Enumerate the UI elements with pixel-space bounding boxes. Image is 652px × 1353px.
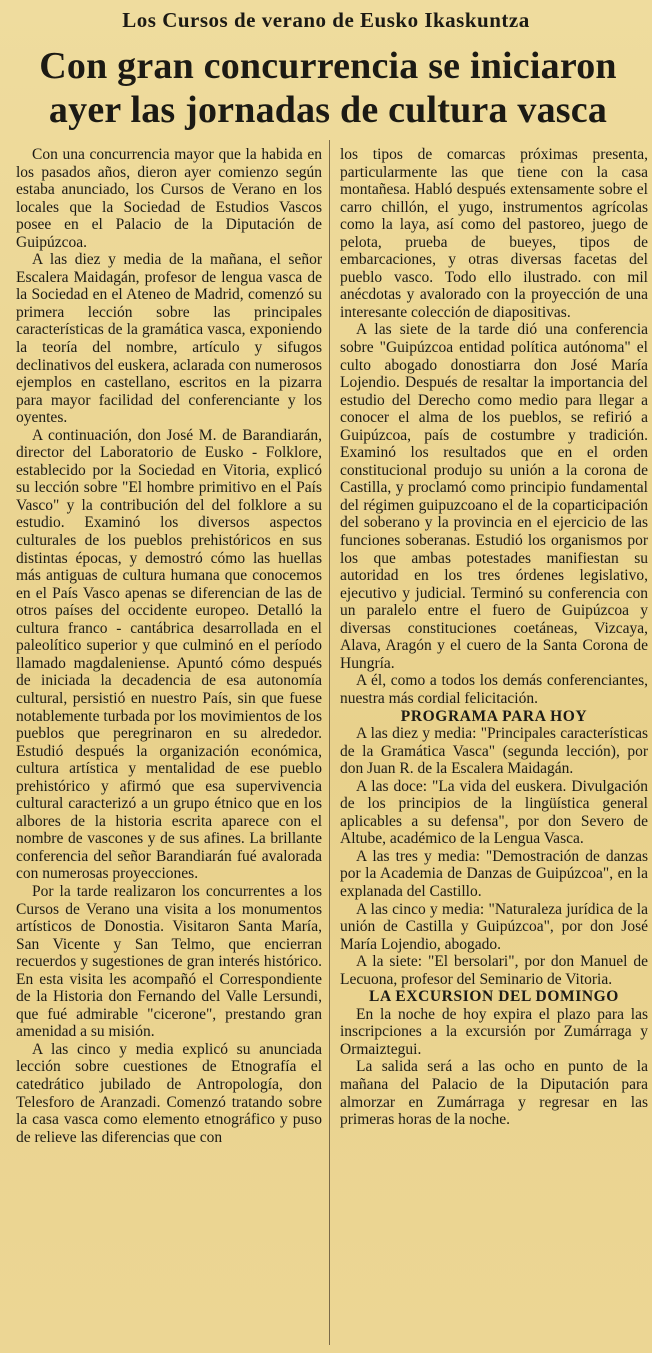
column-divider (329, 140, 330, 1345)
paragraph-continuation: los tipos de comarcas próximas presenta, particularmente las que tiene con la casa montañesa. Habló después extensamente sobre el carro chillón, el yugo, instrumentos agrícolas como la laya, así como del pastoreo, juego de pelota, prueba de bueyes, tipos de embarcaciones, y otras diversas facetas del pueblo vasco. Todo ello ilustrado. con mil anécdotas y avalorado con la proyección de una interesante colección de diapositivas. (340, 146, 648, 321)
programa-item: A las cinco y media: "Naturaleza jurídica de la unión de Castilla y Guipúzcoa", por don José María Lojendio, abogado. (340, 900, 648, 953)
paragraph: Por la tarde realizaron los concurrentes a los Cursos de Verano una visita a los monumentos artísticos de Donostia. Visitaron Santa María, San Vicente y San Telmo, que encierran recuerdos y sugestiones de gran interés histórico. En esta visita les acompañó el Correspondiente de la Historia don Fernando del Valle Lersundi, que fué admirable "cicerone", prestando gran amenidad a su misión. (16, 882, 322, 1041)
paragraph: Con una concurrencia mayor que la habida en los pasados años, dieron ayer comienzo según estaba anunciado, los Cursos de Verano en los locales que la Sociedad de Estudios Vascos posee en el Palacio de la Diputación de Guipúzcoa. (16, 146, 322, 251)
headline-line-2: ayer las jornadas de cultura vasca (48, 89, 608, 131)
section-kicker: Los Cursos de verano de Eusko Ikaskuntza (122, 8, 530, 32)
headline-line-1: Con gran concurrencia se iniciaron (39, 45, 617, 87)
programa-heading: PROGRAMA PARA HOY (400, 707, 588, 725)
programa-item: A las diez y media: "Principales características de la Gramática Vasca" (segunda lección), por don Juan R. de la Escalera Maidagán. (340, 725, 648, 778)
excursion-item: La salida será a las ocho en punto de la mañana del Palacio de la Diputación para almorzar en Zumárraga y regresar en las primeras horas de la noche. (340, 1058, 648, 1129)
excursion-item: En la noche de hoy expira el plazo para las inscripciones a la excursión por Zumárraga y Ormaiztegui. (340, 1005, 648, 1058)
paragraph: A las siete de la tarde dió una conferencia sobre "Guipúzcoa entidad política autónoma" el culto abogado donostiarra don José María Lojendio. Después de resaltar la importancia del estudio del Derecho como medio para llegar a conocer el alma de los pueblos, se refirió a Guipúzcoa, país de costumbre y tradición. Examinó los resultados que en el orden constitucional produjo su unión a la corona de Castilla, y proclamó como principio fundamental del régimen guipuzcoano el de la coparticipación del soberano y la provincia en el ejercicio de las funciones soberanas. Estudió los organismos por los que ambas potestades manifiestan su autoridad en los tres órdenes legislativo, ejecutivo y judicial. Terminó su conferencia con un paralelo entre el fuero de Guipúzcoa y diversas constituciones coetáneas, Vizcaya, Alava, Aragón y el cuero de la Santa Corona de Hungría. (340, 321, 648, 672)
paragraph: A continuación, don José M. de Barandiarán, director del Laboratorio de Eusko - Folklore, establecido por la Sociedad en Vitoria, explicó su lección sobre "El hombre primitivo en el País Vasco" y la contribución del del folklore a su estudio. Examinó los diversos aspectos culturales de los pueblos prehistóricos en sus distintas épocas, y demostró cómo las huellas más antiguas de cultura humana que conocemos en el País Vasco apenas se diferencian de las de otros países del occidente europeo. Detalló la cultura franco - cantábrica desarrollada en el paleolítico superior y que culminó en el período llamado magdaleniense. Apuntó cómo después de iniciada la decadencia de esa autonomía cultural, persistió en nuestro País, sin que fuese notablemente turbada por los movimientos de los pueblos que peregrinaron en su alrededor. Estudió después la organización económica, cultura artística y mentalidad de ese pueblo prehistórico y afirmó que esa supervivencia cultural caracterizó a un grupo étnico que en los albores de la historia escrita aparece con el nombre de vascones y de sus afines. La brillante conferencia del señor Barandiarán fué avalorada con numerosas proyecciones. (16, 426, 322, 883)
article-column-left (16, 146, 322, 1346)
programa-item: A las doce: "La vida del euskera. Divulgación de los principios de la lingüística general aplicables a su defensa", por don Severo de Altube, académico de la Lengua Vasca. (340, 777, 648, 848)
paragraph: A las cinco y media explicó su anunciada lección sobre cuestiones de Etnografía el catedrático jubilado de Antropología, don Telesforo de Aranzadi. Comenzó tratando sobre la casa vasca como elemento etnográfico y puso de relieve las diferencias que con (16, 1040, 322, 1146)
programa-item: A las tres y media: "Demostración de danzas por la Academia de Danzas de Guipúzcoa", en la explanada del Castillo. (340, 847, 648, 900)
excursion-heading: LA EXCURSION DEL DOMINGO (369, 988, 619, 1006)
article-column-right (340, 146, 648, 1346)
headline (8, 44, 648, 132)
paragraph: A las diez y media de la mañana, el señor Escalera Maidagán, profesor de lengua vasca de la Sociedad en el Ateneo de Madrid, comenzó su primera lección sobre las principales características de la gramática vasca, exponiendo la teoría del nombre, artículo y sifugos declinativos del euskera, aclarada con numerosos ejemplos en castellano, escritos en la pizarra para mayor facilidad del conferenciante y los oyentes. (16, 251, 322, 427)
paragraph: A él, como a todos los demás conferenciantes, nuestra más cordial felicitación. (340, 672, 648, 707)
programa-item: A la siete: "El bersolari", por don Manuel de Lecuona, profesor del Seminario de Vitoria. (340, 953, 648, 988)
